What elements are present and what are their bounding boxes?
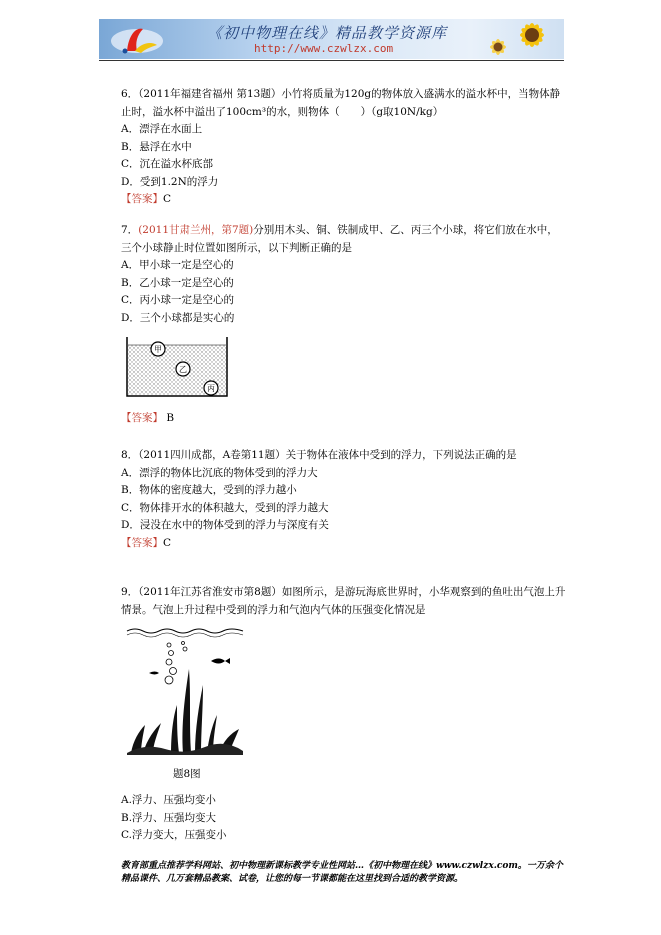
option: D．三个小球都是实心的 [121,311,235,324]
option: A.浮力、压强均变小 [121,794,216,806]
banner-url[interactable]: http://www.czwlzx.com [254,42,394,55]
question-7 [121,222,566,327]
question-text: 小竹将质量为120g的物体放入盛满水的溢水杯中，当物体静止时，溢水杯中溢出了100cm³的水，则物体（ ）（g取10N/kg） [121,88,561,118]
answer-label: 【答案】 [121,536,163,549]
ball-label-jia: 甲 [154,345,162,354]
aquarium-bubbles-figure [125,625,245,755]
option: C.浮力变大，压强变小 [121,829,227,841]
site-logo-icon [107,21,167,57]
answer-line [121,410,566,428]
page-footer: 教育部重点推荐学科网站、初中物理新课标教学专业性网站…《初中物理在线》www.czwlzx.com。一万余个精品课件、几万套精品教案、试卷，让您的每一节课都能在这里找到合适的教学资源。 [121,861,563,884]
question-8 [121,447,566,552]
option: B．物体的密度越大，受到的浮力越小 [121,484,297,496]
balls-in-water-figure [125,335,229,398]
option: C．丙小球一定是空心的 [121,294,235,306]
question-source: （2011年福建省福州 第13题） [138,88,282,100]
question-number: 7． [121,224,139,236]
question-stem [121,86,566,121]
option: C．物体排开水的体积越大，受到的浮力越大 [121,501,329,514]
question-text: 如图所示，是游玩海底世界时，小华观察到的鱼吐出气泡上升情景。气泡上升过程中受到的浮力和气泡内气体的压强变化情况是 [121,586,566,616]
option: B．乙小球一定是空心的 [121,276,234,289]
question-number: 6． [121,88,139,100]
option: A．漂浮的物体比沉底的物体受到的浮力大 [121,466,318,479]
option: A．漂浮在水面上 [121,123,203,135]
header-banner [99,19,564,59]
answer-label: 【答案】 [121,412,163,424]
fish-icon [211,658,230,664]
question-6 [121,86,566,209]
question-stem [121,584,566,619]
question-text: 关于物体在液体中受到的浮力，下列说法正确的是 [285,449,517,461]
ball-label-bing: 丙 [207,384,215,393]
answer-label: 【答案】 [121,193,163,205]
option: A．甲小球一定是空心的 [121,259,234,271]
option: D．浸没在水中的物体受到的浮力与深度有关 [121,519,329,531]
question-7-answer [121,410,566,428]
banner-title: 《初中物理在线》精品教学资源库 [207,24,448,42]
answer-line [121,191,566,209]
answer-line [121,535,566,553]
question-9-options [121,792,566,845]
option: B.浮力、压强均变大 [121,811,217,824]
answer-value: C [163,193,172,205]
question-9 [121,584,566,619]
question-stem [121,447,566,465]
question-number: 9． [121,586,139,598]
option: C．沉在溢水杯底部 [121,158,214,170]
figure-caption: 题8图 [173,768,201,780]
header-rule [99,60,564,61]
question-source: （2011年江苏省淮安市第8题） [138,586,282,598]
option: D．受到1.2N的浮力 [121,175,219,188]
question-text: 分别用木头、铜、铁制成甲、乙、丙三个小球，将它们放在水中，三个小球静止时位置如图所示，以下判断正确的是 [121,224,558,254]
option: B．悬浮在水中 [121,140,192,153]
answer-value: C [163,536,172,549]
question-stem [121,222,566,257]
answer-value: B [166,412,175,424]
question-number: 8． [121,449,139,461]
question-source: (2011甘肃兰州，第7题) [138,224,254,236]
sunflower-icon [478,19,558,59]
ball-label-yi: 乙 [179,365,187,374]
question-source: （2011四川成都，A卷第11题） [138,449,286,461]
